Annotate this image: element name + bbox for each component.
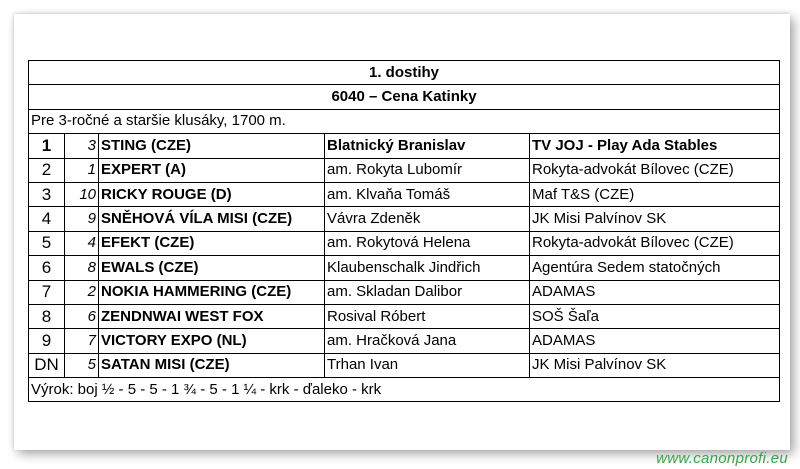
driver-cell: am. Rokytová Helena — [325, 231, 530, 255]
owner-cell: Agentúra Sedem statočných — [530, 256, 780, 280]
horse-cell: ZENDNWAI WEST FOX — [99, 304, 325, 328]
driver-cell: Trhan Ivan — [325, 353, 530, 377]
driver-cell: Vávra Zdeněk — [325, 207, 530, 231]
owner-cell: Rokyta-advokát Bílovec (CZE) — [530, 231, 780, 255]
horse-cell: EWALS (CZE) — [99, 256, 325, 280]
table-row — [29, 280, 780, 304]
table-row — [29, 304, 780, 328]
horse-cell: SNĚHOVÁ VÍLA MISI (CZE) — [99, 207, 325, 231]
table-row — [29, 256, 780, 280]
start-number-cell: 2 — [65, 280, 99, 304]
position-cell: 9 — [29, 329, 65, 353]
horse-cell: RICKY ROUGE (D) — [99, 182, 325, 206]
driver-cell: Klaubenschalk Jindřich — [325, 256, 530, 280]
position-cell: 1 — [29, 134, 65, 158]
horse-cell: STING (CZE) — [99, 134, 325, 158]
position-cell: 8 — [29, 304, 65, 328]
results-card — [14, 14, 790, 450]
owner-cell: ADAMAS — [530, 329, 780, 353]
driver-cell: am. Hračková Jana — [325, 329, 530, 353]
position-cell: 4 — [29, 207, 65, 231]
start-number-cell: 5 — [65, 353, 99, 377]
table-row — [29, 134, 780, 158]
race-subtitle-row — [29, 85, 780, 109]
driver-cell: am. Skladan Dalibor — [325, 280, 530, 304]
start-number-cell: 10 — [65, 182, 99, 206]
table-row — [29, 353, 780, 377]
start-number-cell: 3 — [65, 134, 99, 158]
owner-cell: Maf T&S (CZE) — [530, 182, 780, 206]
position-cell: DN — [29, 353, 65, 377]
start-number-cell: 6 — [65, 304, 99, 328]
horse-cell: VICTORY EXPO (NL) — [99, 329, 325, 353]
watermark: www.canonprofi.eu — [656, 450, 788, 467]
position-cell: 3 — [29, 182, 65, 206]
start-number-cell: 8 — [65, 256, 99, 280]
race-footer-row — [29, 378, 780, 402]
horse-cell: EFEKT (CZE) — [99, 231, 325, 255]
start-number-cell: 9 — [65, 207, 99, 231]
race-verdict: Výrok: boj ½ - 5 - 5 - 1 ¾ - 5 - 1 ¼ - krk - ďaleko - krk — [29, 378, 780, 402]
table-row — [29, 231, 780, 255]
owner-cell: TV JOJ - Play Ada Stables — [530, 134, 780, 158]
position-cell: 6 — [29, 256, 65, 280]
start-number-cell: 7 — [65, 329, 99, 353]
start-number-cell: 1 — [65, 158, 99, 182]
driver-cell: Blatnický Branislav — [325, 134, 530, 158]
horse-cell: SATAN MISI (CZE) — [99, 353, 325, 377]
race-name: 6040 – Cena Katinky — [29, 85, 780, 109]
table-row — [29, 182, 780, 206]
owner-cell: JK Misi Palvínov SK — [530, 207, 780, 231]
driver-cell: Rosival Róbert — [325, 304, 530, 328]
race-conditions-row — [29, 109, 780, 133]
owner-cell: Rokyta-advokát Bílovec (CZE) — [530, 158, 780, 182]
owner-cell: SOŠ Šaľa — [530, 304, 780, 328]
driver-cell: am. Klvaňa Tomáš — [325, 182, 530, 206]
owner-cell: ADAMAS — [530, 280, 780, 304]
start-number-cell: 4 — [65, 231, 99, 255]
horse-cell: EXPERT (A) — [99, 158, 325, 182]
race-title-row — [29, 61, 780, 85]
table-row — [29, 207, 780, 231]
horse-cell: NOKIA HAMMERING (CZE) — [99, 280, 325, 304]
position-cell: 5 — [29, 231, 65, 255]
race-title: 1. dostihy — [29, 61, 780, 85]
owner-cell: JK Misi Palvínov SK — [530, 353, 780, 377]
table-row — [29, 329, 780, 353]
driver-cell: am. Rokyta Lubomír — [325, 158, 530, 182]
table-row — [29, 158, 780, 182]
position-cell: 7 — [29, 280, 65, 304]
position-cell: 2 — [29, 158, 65, 182]
results-table — [28, 60, 780, 402]
race-conditions: Pre 3-ročné a staršie klusáky, 1700 m. — [29, 109, 780, 133]
